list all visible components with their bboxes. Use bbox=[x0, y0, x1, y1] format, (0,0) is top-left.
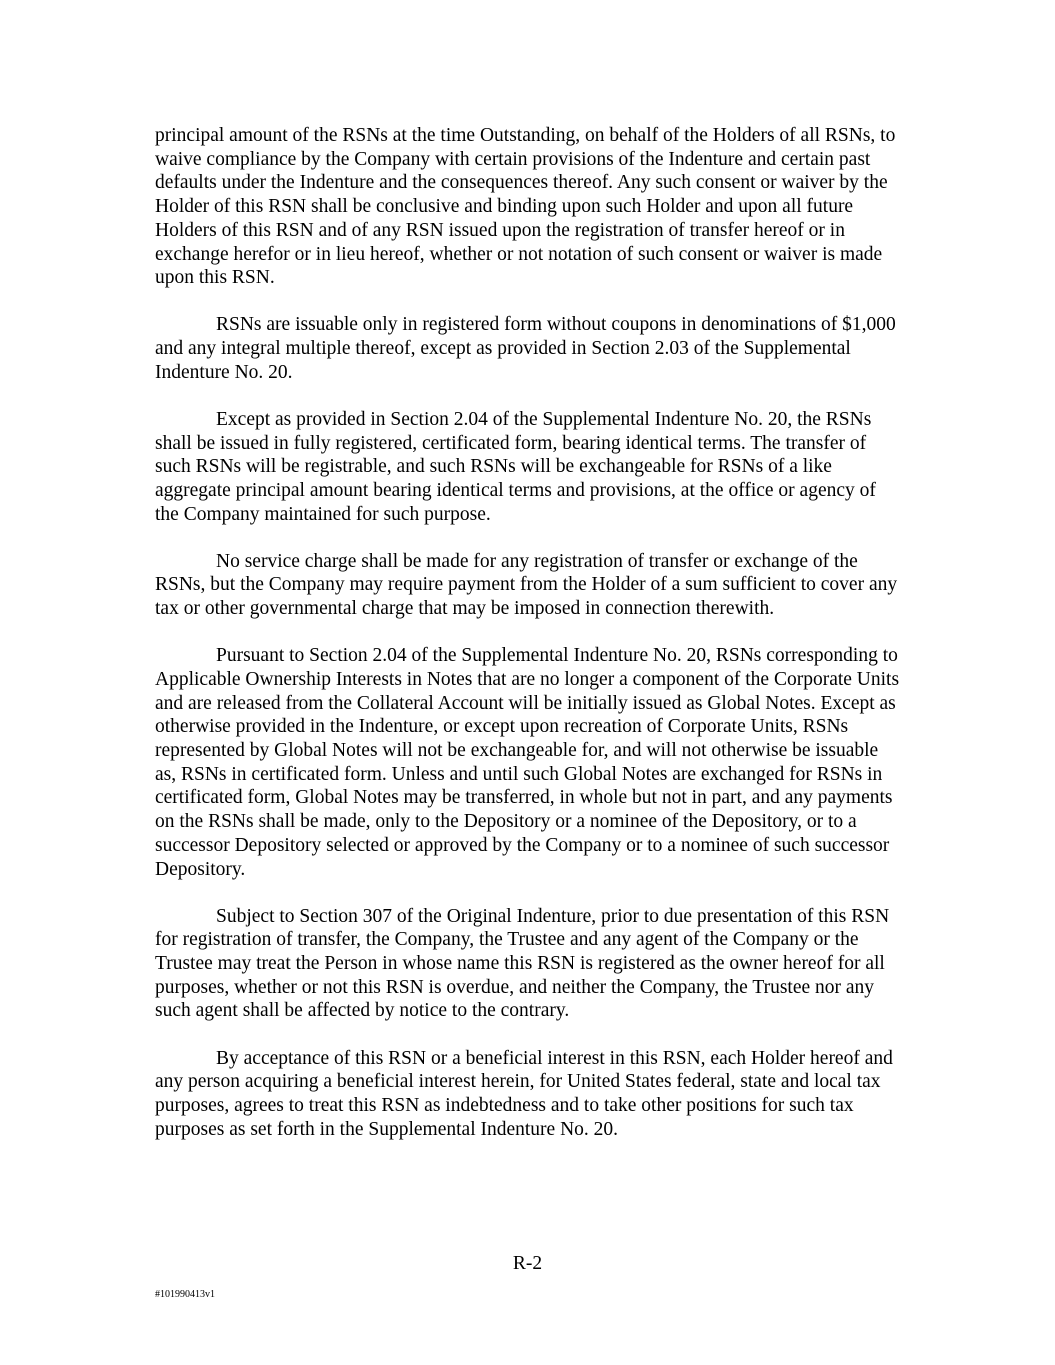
page-number: R-2 bbox=[512, 1253, 543, 1274]
paragraph-registered-form: Except as provided in Section 2.04 of the Supplemental Indenture No. 20, the RSNs shall be issued in fully registered, certificated form, bearing identical terms. The transfer of such RSNs will be registrable, and such RSNs will be exchangeable for RSNs of a like aggregate principal amount bearing identical terms and provisions, at the office or agency of the Company maintained for such purpose. bbox=[155, 408, 876, 525]
paragraph-denominations: RSNs are issuable only in registered form without coupons in denominations of $1,000 and any integral multiple thereof, except as provided in Section 2.03 of the Supplemental Indenture No. 20. bbox=[155, 314, 896, 383]
paragraph-global-notes: Pursuant to Section 2.04 of the Supplemental Indenture No. 20, RSNs corresponding to Applicable Ownership Interests in Notes that are no longer a component of the Corporate Units and are released from the Collateral Account will be initially issued as Global Notes. Except as otherwise provided in the Indenture, or except upon recreation of Corporate Units, RSNs represented by Global Notes will not be exchangeable for, and will not otherwise be issuable as, RSNs in certificated form. Unless and until such Global Notes are exchanged for RSNs in certificated form, Global Notes may be transferred, in whole but not in part, and any payments on the RSNs shall be made, only to the Depository or a nominee of the Depository, or to a successor Depository selected or approved by the Company or to a nominee of such successor Depository. bbox=[155, 645, 900, 880]
paragraph-waiver-continuation: principal amount of the RSNs at the time Outstanding, on behalf of the Holders of all RSNs, to waive compliance by the Company with certain provisions of the Indenture and certain past defaults under the Indenture and the consequences thereof. Any such consent or waiver by the Holder of this RSN shall be conclusive and binding upon such Holder and upon all future Holders of this RSN and of any RSN issued upon the registration of transfer hereof or in exchange herefor or in lieu hereof, whether or not notation of such consent or waiver is made upon this RSN. bbox=[155, 125, 896, 289]
paragraph-owner-treatment: Subject to Section 307 of the Original Indenture, prior to due presentation of this RSN for registration of transfer, the Company, the Trustee and any agent of the Company or the Trustee may treat the Person in whose name this RSN is registered as the owner hereof for all purposes, whether or not this RSN is overdue, and neither the Company, the Trustee nor any such agent shall be affected by notice to the contrary. bbox=[155, 905, 890, 1022]
document-body bbox=[155, 124, 903, 1165]
paragraph-service-charge: No service charge shall be made for any registration of transfer or exchange of the RSNs, but the Company may require payment from the Holder of a sum sufficient to cover any tax or other governmental charge that may be imposed in connection therewith. bbox=[155, 550, 898, 620]
document-id: #101990413v1 bbox=[155, 1289, 215, 1300]
paragraph-tax-treatment: By acceptance of this RSN or a beneficial interest in this RSN, each Holder hereof and any person acquiring a beneficial interest herein, for United States federal, state and local tax purposes, agrees to treat this RSN as indebtedness and to take other positions for such tax purposes as set forth in the Supplemental Indenture No. 20. bbox=[155, 1047, 893, 1140]
